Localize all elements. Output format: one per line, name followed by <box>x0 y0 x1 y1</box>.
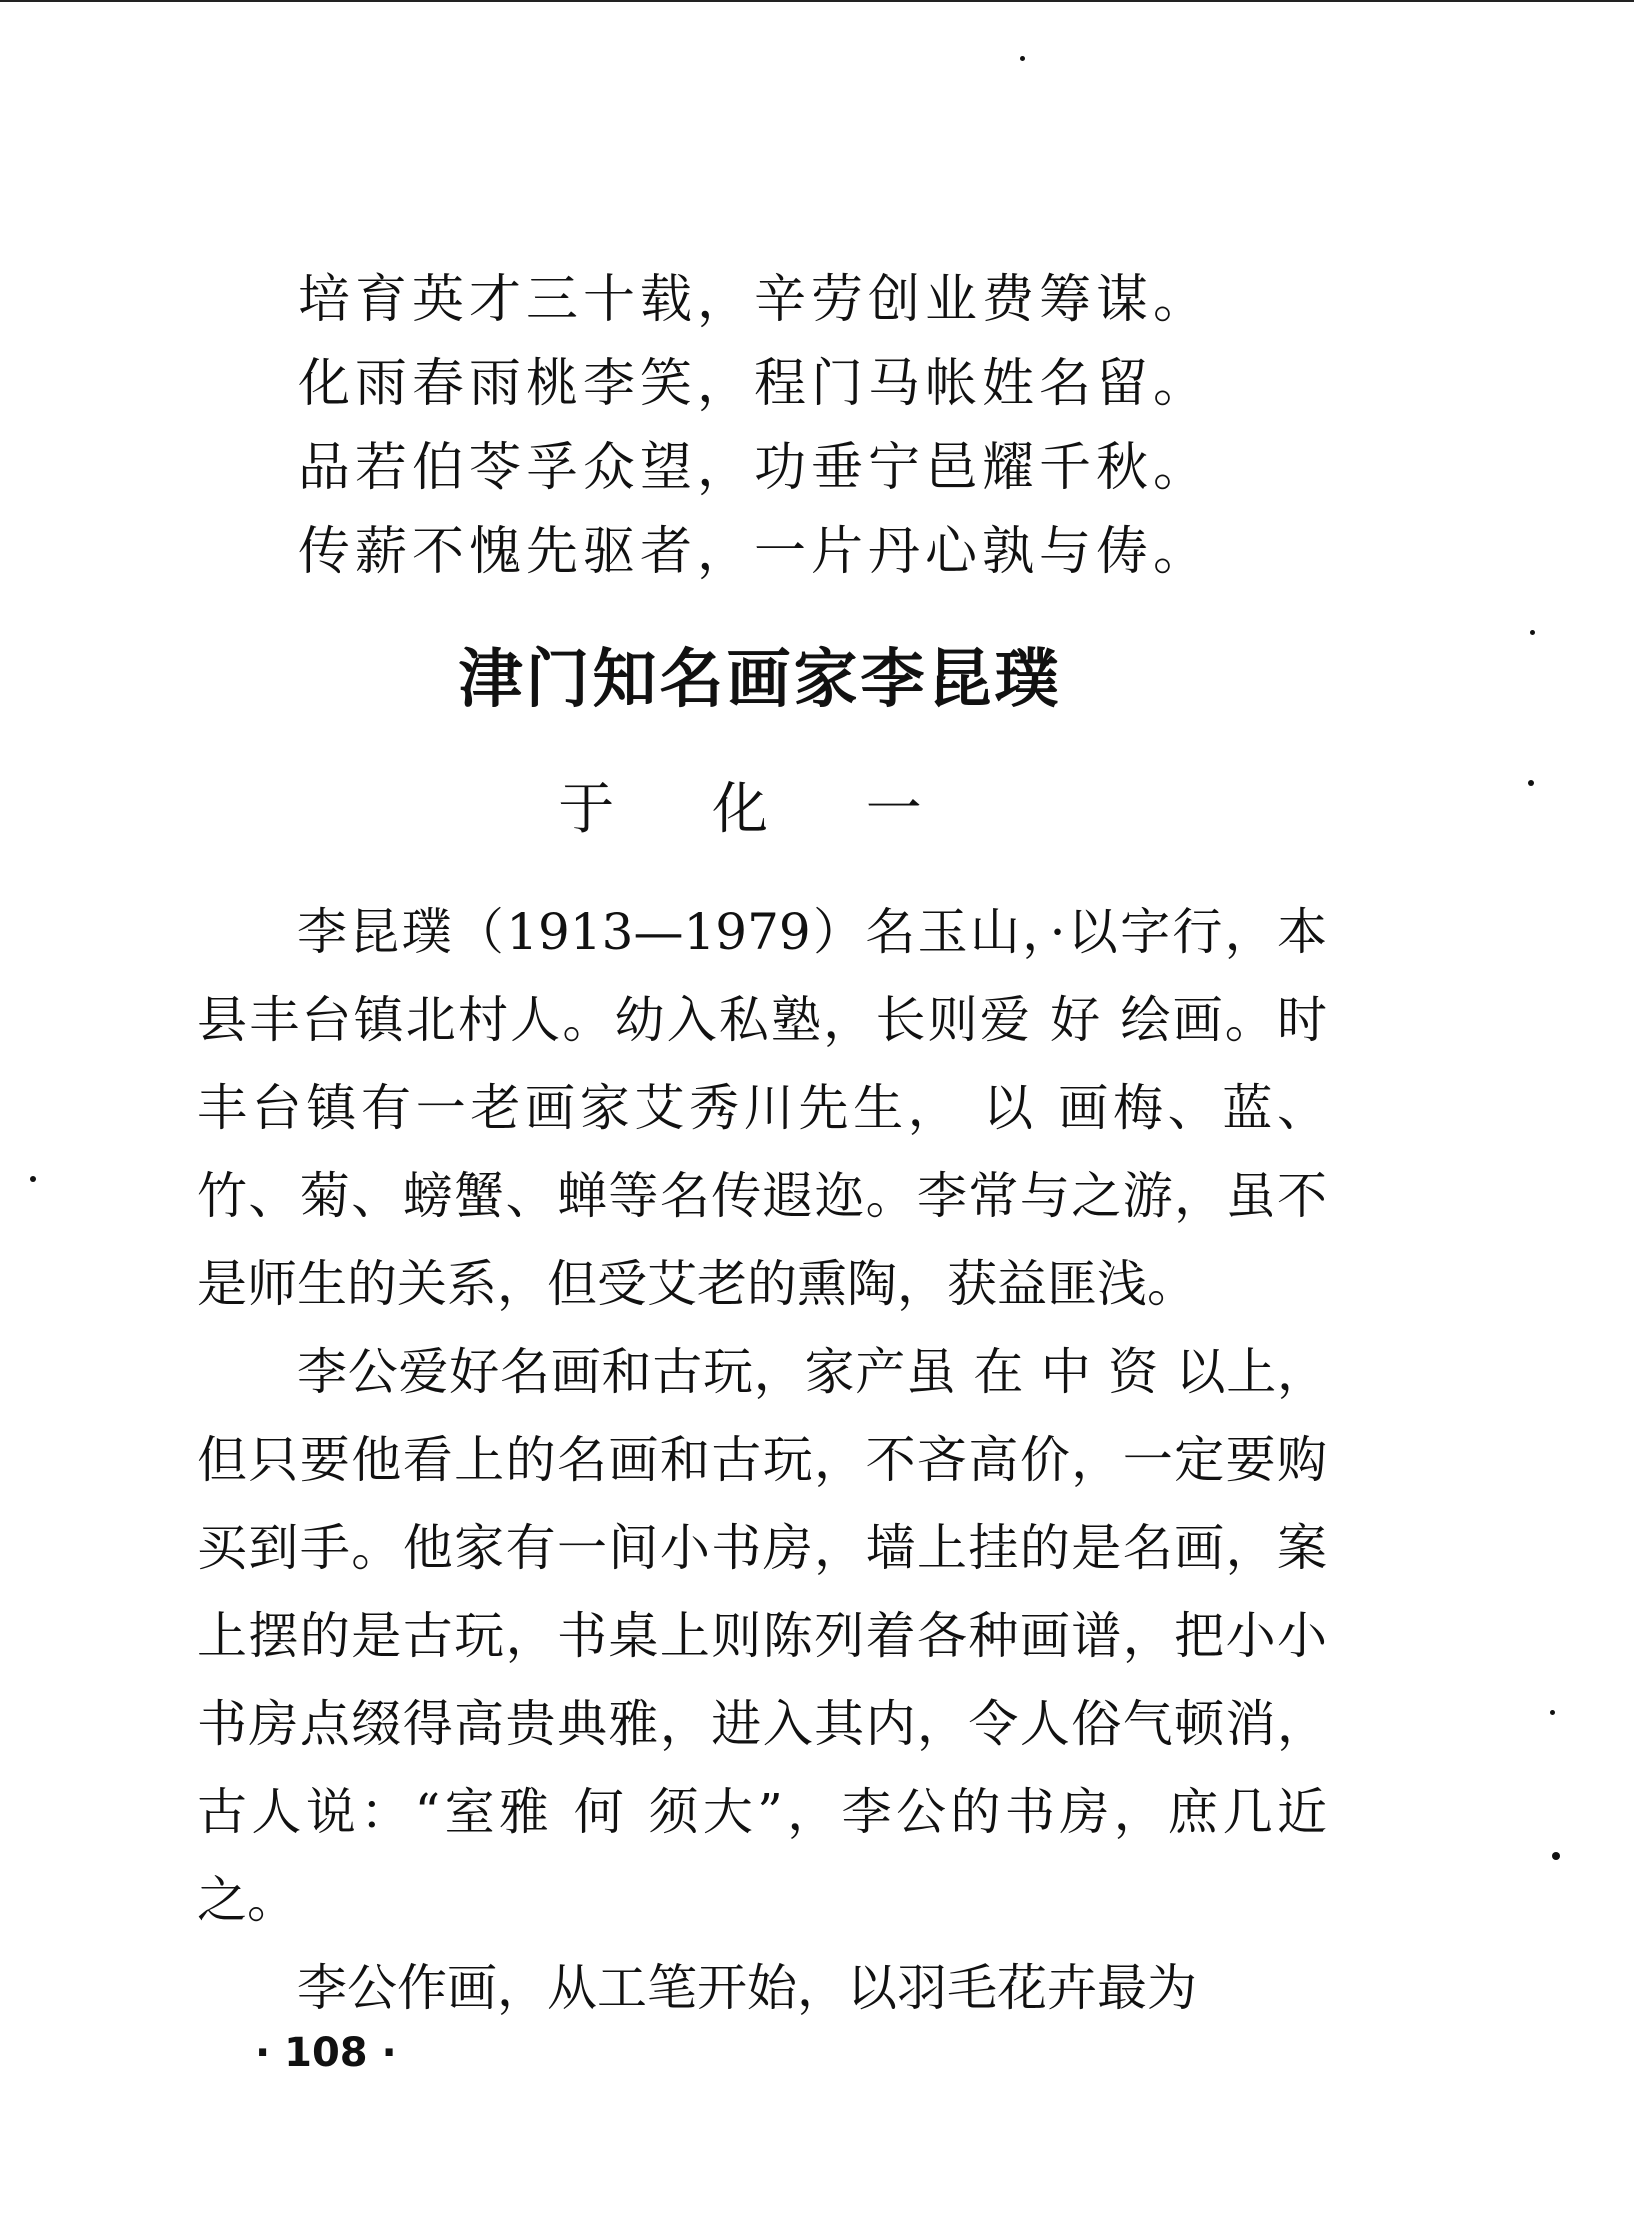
article-body <box>197 888 1327 2032</box>
scan-speck <box>1552 1852 1560 1860</box>
article-title: 津门知名画家李昆璞 <box>458 642 1062 717</box>
poem-line: 传薪不愧先驱者，一片丹心孰与俦。 <box>298 522 1211 582</box>
poem-line: 培育英才三十载，辛劳创业费筹谋。 <box>298 270 1211 330</box>
scan-speck <box>1530 630 1535 635</box>
poem-line: 化雨春雨桃李笑，程门马帐姓名留。 <box>298 354 1211 414</box>
poem-line: 品若伯苓孚众望，功垂宁邑耀千秋。 <box>298 438 1211 498</box>
paragraph: 李公作画，从工笔开始，以羽毛花卉最为 <box>297 1959 1197 2017</box>
scan-speck <box>30 1176 36 1182</box>
poem <box>298 258 1498 594</box>
paragraph: 李公爱好名画和古玩，家产虽 在 中 资 以上，但只要他看上的名画和古玩，不吝高价，一定要购买到手。他家有一间小书房，墙上挂的是名画，案上摆的是古玩，书桌上则陈列着各种画谱，把小小书房点缀得高贵典雅，进入其内，令人俗气顿消，古人说：“室雅 何 须大”，李公的书房，庶几近之。 <box>197 1343 1327 1929</box>
scan-speck <box>1020 56 1025 61</box>
scan-speck <box>1550 1710 1555 1715</box>
paragraph: 李昆璞（1913—1979）名玉山，·以字行，本县丰台镇北村人。幼入私塾，长则爱 好 绘画。时丰台镇有一老画家艾秀川先生， 以 画梅、蓝、竹、菊、螃蟹、蝉等名传遐迩。李常与之游，虽不是师生的关系，但受艾老的熏陶，获益匪浅。 <box>197 903 1327 1313</box>
scan-speck <box>1528 780 1534 786</box>
page-number: · 108 · <box>255 2030 397 2076</box>
top-scan-border <box>0 0 1634 2</box>
article-author: 于 化 一 <box>558 777 962 842</box>
